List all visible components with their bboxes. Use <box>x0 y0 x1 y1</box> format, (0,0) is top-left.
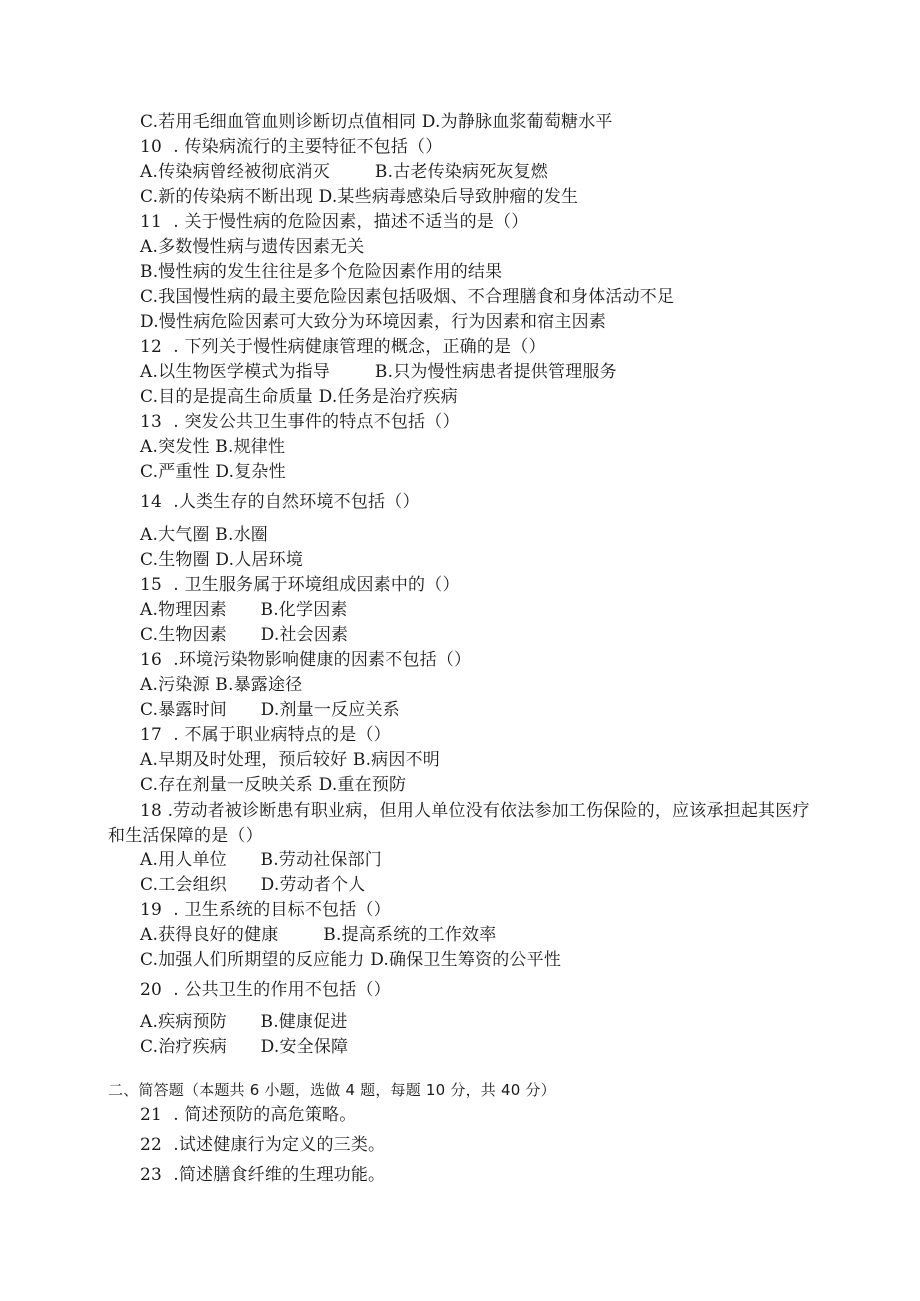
question-20: 20 . 公共卫生的作用不包括（） <box>140 980 391 1000</box>
question-19: 19 . 卫生系统的目标不包括（） <box>140 900 391 920</box>
question-18: 18 .劳动者被诊断患有职业病，但用人单位没有依法参加工伤保险的，应该承担起其医疗和生活保障的是（） <box>108 801 810 846</box>
option-line: C.若用毛细血管血则诊断切点值相同 D.为静脉血浆葡萄糖水平 <box>140 112 613 132</box>
option-line: A.物理因素 B.化学因素 <box>140 600 348 620</box>
option-line: A.用人单位 B.劳动社保部门 <box>140 850 382 870</box>
option-line: A.大气圈 B.水圈 <box>140 525 268 545</box>
question-14: 14 .人类生存的自然环境不包括（） <box>140 492 420 512</box>
option-line: C.暴露时间 D.剂量一反应关系 <box>140 700 400 720</box>
option-line: C.生物因素 D.社会因素 <box>140 625 349 645</box>
section-heading: 二、简答题（本题共 6 小题，选做 4 题，每题 10 分，共 40 分） <box>108 1081 556 1099</box>
question-10: 10 . 传染病流行的主要特征不包括（） <box>140 137 443 157</box>
option-line: A.污染源 B.暴露途径 <box>140 675 303 695</box>
question-13: 13 . 突发公共卫生事件的特点不包括（） <box>140 412 460 432</box>
option-line: C.生物圈 D.人居环境 <box>140 550 304 570</box>
option-line: A.传染病曾经被彻底消灭 B.古老传染病死灰复燃 <box>140 162 549 182</box>
option-line: C.目的是提高生命质量 D.任务是治疗疾病 <box>140 387 458 407</box>
question-11: 11 . 关于慢性病的危险因素，描述不适当的是（） <box>140 212 529 232</box>
option-line: A.疾病预防 B.健康促进 <box>140 1012 348 1032</box>
option-line: A.多数慢性病与遗传因素无关 <box>140 237 365 257</box>
option-line: A.获得良好的健康 B.提高系统的工作效率 <box>140 925 497 945</box>
option-line: C.存在剂量一反映关系 D.重在预防 <box>140 775 407 795</box>
question-21: 21 . 简述预防的高危策略。 <box>140 1105 357 1125</box>
option-line: C.加强人们所期望的反应能力 D.确保卫生筹资的公平性 <box>140 950 562 970</box>
question-22: 22 .试述健康行为定义的三类。 <box>140 1135 386 1155</box>
option-line: C.严重性 D.复杂性 <box>140 462 286 482</box>
question-12: 12 . 下列关于慢性病健康管理的概念，正确的是（） <box>140 337 546 357</box>
option-line: A.早期及时处理，预后较好 B.病因不明 <box>140 750 440 770</box>
option-line: A.以生物医学模式为指导 B.只为慢性病患者提供管理服务 <box>140 362 617 382</box>
question-16: 16 .环境污染物影响健康的因素不包括（） <box>140 650 472 670</box>
question-15: 15 . 卫生服务属于环境组成因素中的（） <box>140 575 460 595</box>
option-line: A.突发性 B.规律性 <box>140 437 286 457</box>
question-17: 17 . 不属于职业病特点的是（） <box>140 725 391 745</box>
option-line: D.慢性病危险因素可大致分为环境因素，行为因素和宿主因素 <box>140 312 607 332</box>
option-line: C.治疗疾病 D.安全保障 <box>140 1037 349 1057</box>
option-line: C.新的传染病不断出现 D.某些病毒感染后导致肿瘤的发生 <box>140 187 579 207</box>
option-line: C.我国慢性病的最主要危险因素包括吸烟、不合理膳食和身体活动不足 <box>140 287 675 307</box>
option-line: B.慢性病的发生往往是多个危险因素作用的结果 <box>140 262 503 282</box>
option-line: C.工会组织 D.劳动者个人 <box>140 875 366 895</box>
question-23: 23 .简述膳食纤维的生理功能。 <box>140 1165 386 1185</box>
